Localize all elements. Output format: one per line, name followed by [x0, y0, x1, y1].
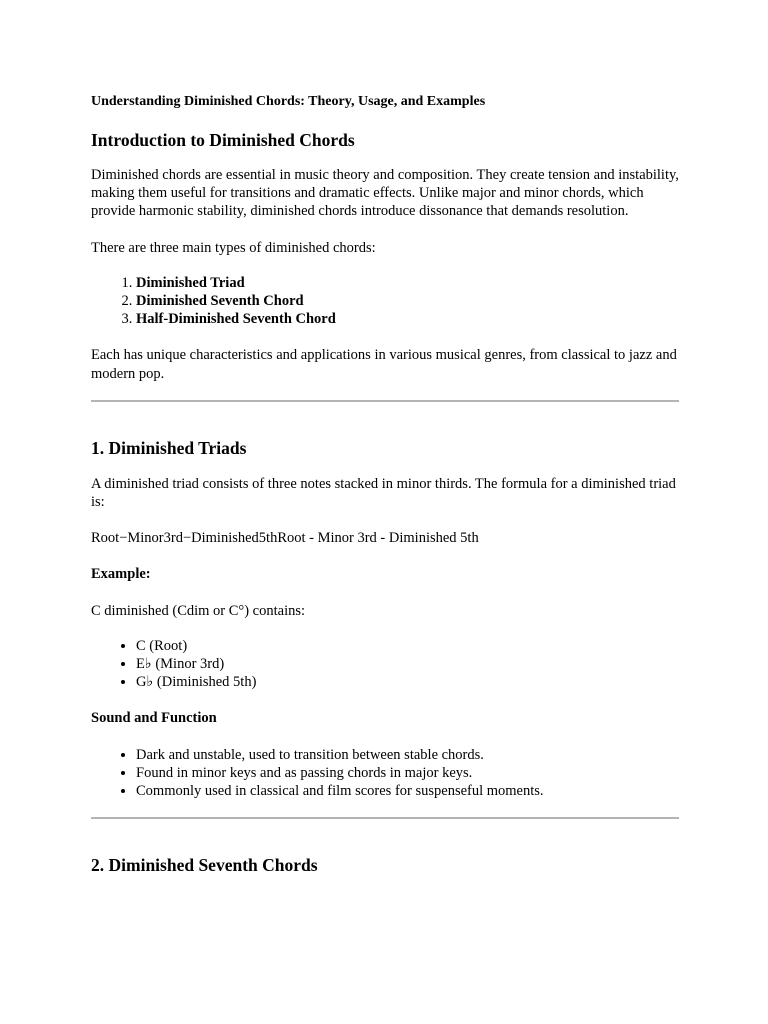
section-heading-introduction: Introduction to Diminished Chords	[91, 130, 355, 150]
document-page	[91, 93, 679, 876]
chord-type-item: 2. Diminished Seventh Chord	[136, 292, 679, 310]
intro-closing-paragraph: Each has unique characteristics and applications in various musical genres, from classical to jazz and modern pop.	[91, 347, 677, 382]
intro-paragraph: Diminished chords are essential in music theory and composition. They create tension and instability, making them useful for transitions and dramatic effects. Unlike major and minor chords, which provide harmonic stability, diminished chords introduce dissonance that demands resolution.	[91, 167, 679, 220]
triads-paragraph: A diminished triad consists of three notes stacked in minor thirds. The formula for a diminished triad is:	[91, 475, 676, 511]
document-title: Understanding Diminished Chords: Theory, Usage, and Examples	[91, 94, 486, 109]
intro-types-lead: There are three main types of diminished chords:	[91, 239, 376, 256]
sound-function-list	[91, 746, 679, 801]
chord-types-list	[91, 274, 679, 329]
chord-note-item: • E♭ (Minor 3rd)	[136, 655, 679, 673]
example-text: C diminished (Cdim or C°) contains:	[91, 602, 306, 619]
sound-function-item: • Commonly used in classical and film scores for suspenseful moments.	[136, 782, 679, 800]
sound-function-label: Sound and Function	[91, 710, 217, 727]
section-divider	[91, 400, 679, 402]
chord-type-item: 3. Half-Diminished Seventh Chord	[136, 310, 679, 328]
chord-type-item: 1. Diminished Triad	[136, 274, 679, 292]
section-heading-diminished-triads: 1. Diminished Triads	[91, 437, 247, 458]
triad-formula: Root−Minor3rd−Diminished5thRoot - Minor 3rd - Diminished 5th	[91, 530, 479, 547]
sound-function-item: • Found in minor keys and as passing chords in major keys.	[136, 764, 679, 782]
chord-notes-list	[91, 637, 679, 692]
chord-note-item: • G♭ (Diminished 5th)	[136, 673, 679, 691]
section-divider	[91, 817, 679, 819]
example-label: Example:	[91, 566, 151, 583]
section-heading-diminished-seventh: 2. Diminished Seventh Chords	[91, 855, 318, 876]
sound-function-item: • Dark and unstable, used to transition between stable chords.	[136, 746, 679, 764]
chord-note-item: • C (Root)	[136, 637, 679, 655]
